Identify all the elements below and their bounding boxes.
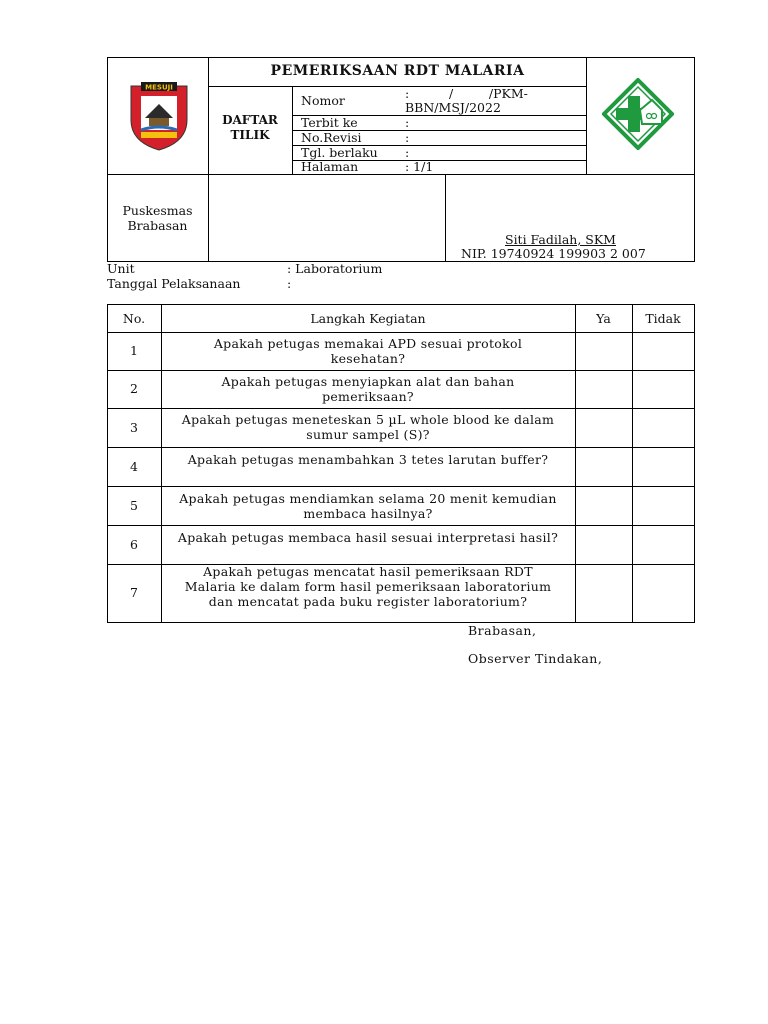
table-header-ya: Ya: [596, 311, 611, 326]
table-row-no: 1: [130, 343, 138, 358]
table-row-step: Apakah petugas mendiamkan selama 20 menit kemudian membaca hasilnya?: [179, 491, 557, 521]
unit-label: Unit: [107, 261, 135, 276]
table-row-no: 5: [130, 498, 138, 513]
date-value: :: [287, 276, 292, 291]
table-row-step: Apakah petugas membaca hasil sesuai interpretasi hasil?: [177, 530, 559, 545]
organization-name: Puskesmas Brabasan: [122, 203, 193, 233]
signer-name: Siti Fadilah, SKM: [505, 232, 616, 247]
field-nomor-label: Nomor: [301, 93, 345, 108]
field-berlaku-label: Tgl. berlaku: [301, 145, 378, 160]
table-row-step: Apakah petugas mencatat hasil pemeriksaan RDT Malaria ke dalam form hasil pemeriksaan laboratorium dan mencatat pada buku register laboratorium?: [184, 564, 552, 609]
document-title: PEMERIKSAAN RDT MALARIA: [270, 63, 525, 79]
field-nomor-value: : / /PKM-: [405, 86, 528, 101]
field-revisi-label: No.Revisi: [301, 130, 362, 145]
table-header-no: No.: [122, 311, 146, 326]
field-nomor-value-2: BBN/MSJ/2022: [405, 100, 501, 115]
table-row-step: Apakah petugas menambahkan 3 tetes larutan buffer?: [187, 452, 549, 467]
table-header-step: Langkah Kegiatan: [310, 311, 426, 326]
date-label: Tanggal Pelaksanaan: [107, 276, 241, 291]
table-row-step: Apakah petugas memakai APD sesuai protokol kesehatan?: [213, 336, 523, 366]
field-halaman-value: : 1/1: [405, 159, 434, 174]
table-header-tidak: Tidak: [645, 311, 681, 326]
footer-place: Brabasan,: [468, 623, 537, 638]
field-revisi-value: :: [405, 130, 410, 145]
field-terbit-label: Terbit ke: [301, 115, 358, 130]
table-row-step: Apakah petugas meneteskan 5 µL whole blood ke dalam sumur sampel (S)?: [181, 412, 555, 442]
footer-observer: Observer Tindakan,: [468, 651, 603, 666]
field-terbit-value: :: [405, 115, 410, 130]
puskesmas-logo: [602, 78, 674, 150]
table-row-step: Apakah petugas menyiapkan alat dan bahan pemeriksaan?: [221, 374, 515, 404]
table-row-no: 2: [130, 381, 138, 396]
table-row-no: 7: [130, 585, 138, 600]
district-logo: [127, 80, 191, 152]
logo-text: MESUJI: [145, 83, 173, 92]
field-berlaku-value: :: [405, 145, 410, 160]
field-halaman-label: Halaman: [301, 159, 359, 174]
daftar-tilik-label: DAFTAR TILIK: [222, 113, 278, 142]
table-row-no: 4: [130, 459, 138, 474]
table-row-no: 3: [130, 420, 138, 435]
unit-value: : Laboratorium: [287, 261, 383, 276]
signer-nip: NIP. 19740924 199903 2 007: [461, 246, 646, 261]
table-row-no: 6: [130, 537, 138, 552]
